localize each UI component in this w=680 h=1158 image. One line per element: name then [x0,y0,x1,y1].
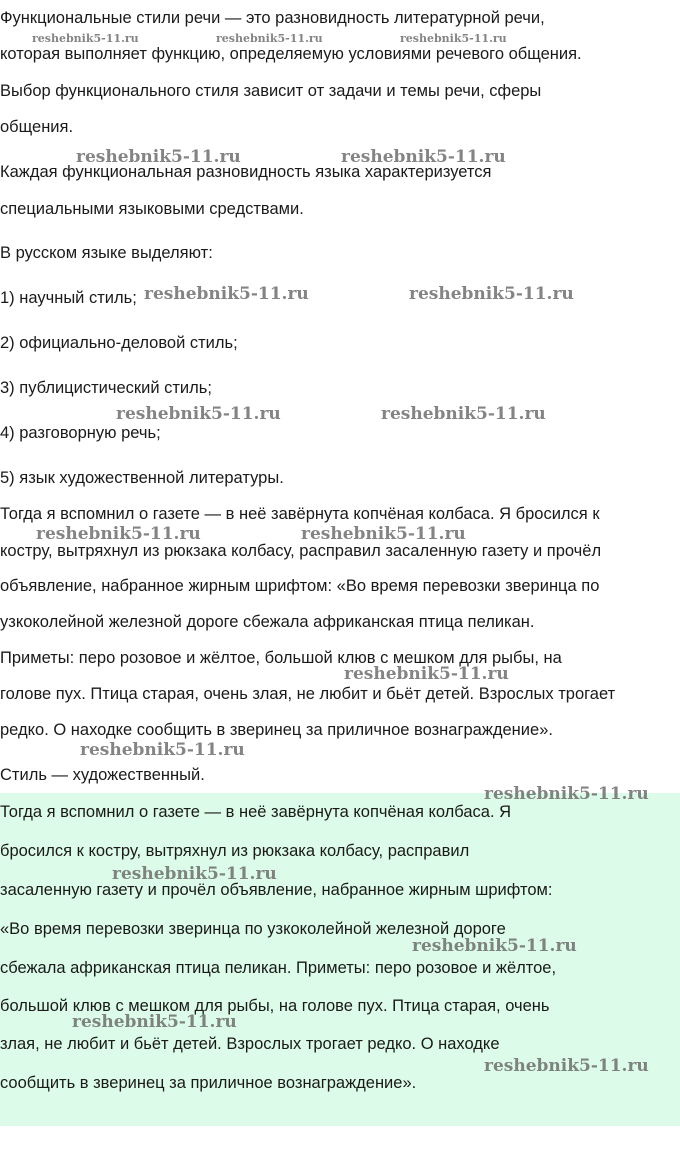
watermark: reshebnik5-11.ru [409,284,574,304]
excerpt-line: узкоколейной железной дороге сбежала африканская птица пеликан. [0,613,535,631]
highlighted-excerpt-line: бросился к костру, вытряхнул из рюкзака колбасу, расправил [0,842,470,860]
watermark: reshebnik5-11.ru [400,32,507,45]
excerpt-line: объявление, набранное жирным шрифтом: «Во время перевозки зверинца по [0,577,600,595]
intro-line-6: специальными языковыми средствами. [0,200,304,218]
highlighted-excerpt-line: сообщить в зверинец за приличное вознаграждение». [0,1074,417,1092]
watermark: reshebnik5-11.ru [116,404,281,424]
styles-list-item: 1) научный стиль; [0,289,137,307]
intro-line-4: общения. [0,118,74,136]
excerpt-line: голове пух. Птица старая, очень злая, не любит и бьёт детей. Взрослых трогает [0,685,616,703]
watermark: reshebnik5-11.ru [344,664,509,684]
styles-list-item: 3) публицистический стиль; [0,379,212,397]
watermark: reshebnik5-11.ru [112,864,277,884]
excerpt-line: Тогда я вспомнил о газете — в неё завёрнута копчёная колбаса. Я бросился к [0,505,600,523]
intro-line-1: Функциональные стили речи — это разновидность литературной речи, [0,9,545,27]
watermark: reshebnik5-11.ru [484,784,649,804]
style-conclusion: Стиль — художественный. [0,766,205,784]
highlighted-excerpt-line: злая, не любит и бьёт детей. Взрослых трогает редко. О находке [0,1035,500,1053]
watermark: reshebnik5-11.ru [80,740,245,760]
excerpt-line: редко. О находке сообщить в зверинец за приличное вознаграждение». [0,721,553,739]
watermark: reshebnik5-11.ru [36,524,201,544]
styles-list-item: 4) разговорную речь; [0,424,161,442]
watermark: reshebnik5-11.ru [72,1012,237,1032]
intro-line-2: которая выполняет функцию, определяемую условиями речевого общения. [0,45,582,63]
watermark: reshebnik5-11.ru [76,147,241,167]
watermark: reshebnik5-11.ru [144,284,309,304]
watermark: reshebnik5-11.ru [341,147,506,167]
excerpt-line: костру, вытряхнул из рюкзака колбасу, расправил засаленную газету и прочёл [0,542,602,560]
watermark: reshebnik5-11.ru [301,524,466,544]
excerpt-line: Приметы: перо розовое и жёлтое, большой клюв с мешком для рыбы, на [0,649,562,667]
intro-line-7: В русском языке выделяют: [0,244,213,262]
highlighted-excerpt-line: засаленную газету и прочёл объявление, набранное жирным шрифтом: [0,881,553,899]
styles-list-item: 2) официально-деловой стиль; [0,334,238,352]
highlighted-excerpt-line: «Во время перевозки зверинца по узкоколейной железной дороге [0,920,506,938]
highlighted-excerpt-line: большой клюв с мешком для рыбы, на голове пух. Птица старая, очень [0,997,550,1015]
intro-line-3: Выбор функционального стиля зависит от задачи и темы речи, сферы [0,82,542,100]
watermark: reshebnik5-11.ru [484,1056,649,1076]
watermark: reshebnik5-11.ru [216,32,323,45]
watermark: reshebnik5-11.ru [32,32,139,45]
watermark: reshebnik5-11.ru [412,936,577,956]
intro-line-5: Каждая функциональная разновидность языка характеризуется [0,163,492,181]
highlighted-excerpt-line: Тогда я вспомнил о газете — в неё завёрнута копчёная колбаса. Я [0,803,512,821]
highlighted-excerpt-line: сбежала африканская птица пеликан. Приметы: перо розовое и жёлтое, [0,959,557,977]
watermark: reshebnik5-11.ru [381,404,546,424]
styles-list-item: 5) язык художественной литературы. [0,469,284,487]
